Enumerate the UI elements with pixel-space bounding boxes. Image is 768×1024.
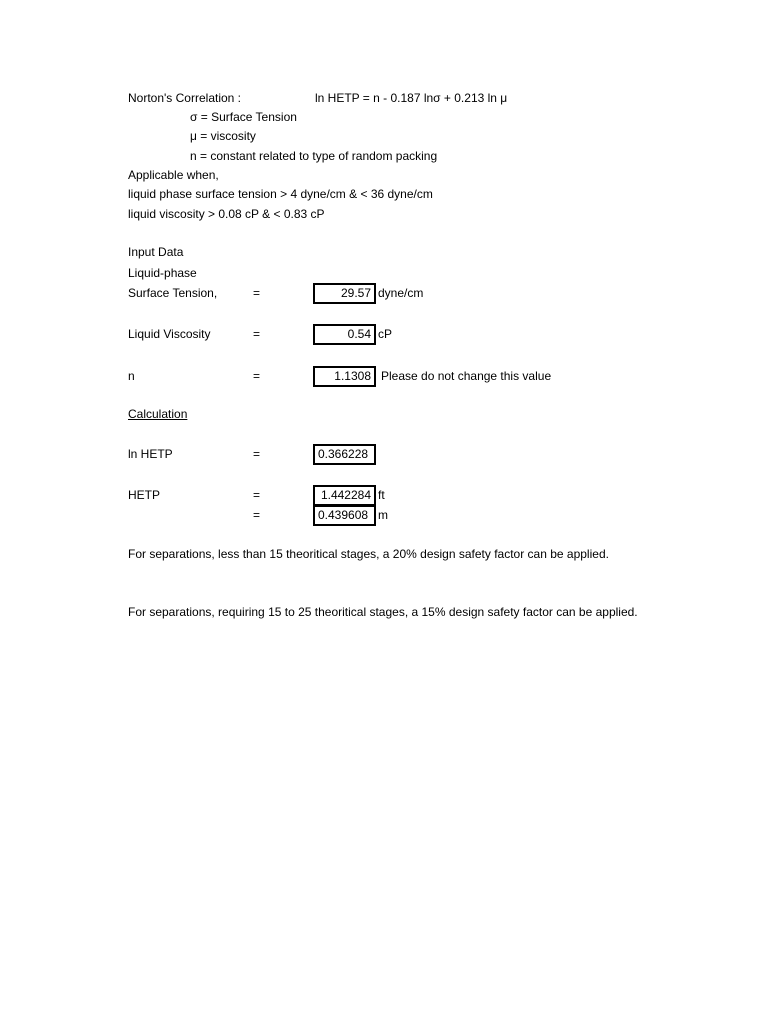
- viscosity-equals: =: [253, 327, 261, 341]
- hetp-m-result: 0.439608: [313, 505, 376, 526]
- correlation-equation: ln HETP = n - 0.187 lnσ + 0.213 ln μ: [315, 91, 508, 105]
- safety-factor-note-1: For separations, less than 15 theoritical stages, a 20% design safety factor can be applied.: [128, 547, 609, 561]
- n-label: n: [128, 369, 135, 383]
- hetp-label: HETP: [128, 488, 161, 502]
- hetp-m-unit: m: [378, 508, 388, 522]
- sigma-definition: σ = Surface Tension: [190, 110, 297, 124]
- surface-tension-unit: dyne/cm: [378, 286, 424, 300]
- n-definition: n = constant related to type of random packing: [190, 149, 438, 163]
- hetp-ft-result: 1.442284: [313, 485, 376, 506]
- input-data-heading: Input Data: [128, 245, 184, 259]
- safety-factor-note-2: For separations, requiring 15 to 25 theoritical stages, a 15% design safety factor can be applied.: [128, 605, 638, 619]
- liquid-phase-subheading: Liquid-phase: [128, 266, 197, 280]
- n-warning-note: Please do not change this value: [381, 369, 552, 383]
- ln-hetp-result: 0.366228: [313, 444, 376, 465]
- viscosity-unit: cP: [378, 327, 393, 341]
- n-equals: =: [253, 369, 261, 383]
- applicable-heading: Applicable when,: [128, 168, 219, 182]
- viscosity-range: liquid viscosity > 0.08 cP & < 0.83 cP: [128, 207, 325, 221]
- surface-tension-input[interactable]: 29.57: [313, 283, 376, 304]
- surface-tension-label: Surface Tension,: [128, 286, 218, 300]
- calculation-heading: Calculation: [128, 407, 188, 421]
- surface-tension-equals: =: [253, 286, 261, 300]
- viscosity-label: Liquid Viscosity: [128, 327, 211, 341]
- ln-hetp-label: ln HETP: [128, 447, 173, 461]
- mu-definition: μ = viscosity: [190, 129, 256, 143]
- n-input[interactable]: 1.1308: [313, 366, 376, 387]
- hetp-ft-equals: =: [253, 488, 261, 502]
- ln-hetp-equals: =: [253, 447, 261, 461]
- hetp-ft-unit: ft: [378, 488, 385, 502]
- hetp-m-equals: =: [253, 508, 261, 522]
- correlation-title: Norton's Correlation :: [128, 91, 242, 105]
- viscosity-input[interactable]: 0.54: [313, 324, 376, 345]
- surface-tension-range: liquid phase surface tension > 4 dyne/cm & < 36 dyne/cm: [128, 187, 433, 201]
